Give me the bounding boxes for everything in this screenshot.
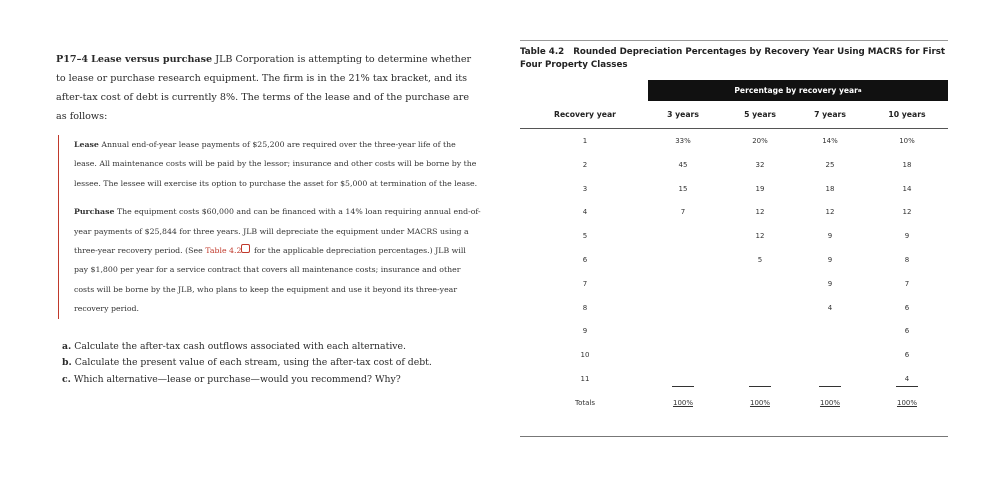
10-year-cell: 6 [904, 327, 910, 336]
recovery-year-cell: 8 [582, 303, 588, 312]
column-header-10-years: 10 years [888, 110, 926, 119]
5-year-cell: 20% [752, 137, 768, 145]
10-year-cell: 18 [902, 160, 912, 169]
lease-text: Annual end-of-year lease payments of $25,200 are required over the three-year life of the lease. All maintenance costs will be paid by the lessor; insurance and other costs will be borne by the lessee. The lessee will exercise its option to purchase the asset for $5,000 at termination of the lease. [74, 140, 478, 188]
purchase-text-2: for the applicable depreciation percentages.) JLB will pay $1,800 per year for a service contract that covers all maintenance costs; insurance and other costs will be borne by the JLB, who plans to keep the equipment and use it beyond its three-year recovery period. [74, 246, 466, 314]
10-year-cell: 9 [904, 232, 910, 241]
column-sum-rule [819, 386, 841, 387]
recovery-year-cell: 7 [582, 279, 588, 288]
recovery-year-cell: 11 [580, 375, 590, 383]
table-header-band [648, 80, 948, 101]
10-year-cell: 14 [902, 184, 912, 193]
lease-label: Lease [74, 140, 99, 149]
total-cell: 100% [672, 398, 693, 407]
recovery-year-cell: 9 [582, 327, 588, 336]
table-row [520, 280, 948, 298]
table-title: Rounded Depreciation Percentages by Recovery Year Using MACRS for First Four Property Classes [520, 47, 946, 70]
problem-panel [56, 50, 481, 388]
column-header-3-years: 3 years [667, 110, 699, 119]
recovery-year-cell: 2 [582, 160, 588, 169]
table-row [520, 185, 948, 203]
recovery-year-cell: 6 [582, 256, 588, 264]
3-year-cell: 7 [680, 208, 686, 217]
purchase-label: Purchase [74, 207, 115, 217]
table-row [520, 208, 948, 226]
table-row [520, 137, 948, 155]
7-year-cell: 14% [822, 137, 838, 145]
question-a [62, 339, 481, 356]
recovery-year-cell: 10 [580, 351, 590, 360]
10-year-cell: 8 [904, 256, 910, 264]
purchase-text-1: The equipment costs $60,000 and can be financed with a 14% loan requiring annual end-of-year payments of $25,844 for three years. JLB will depreciate the equipment under MACRS using a three-year recovery period. (See [74, 207, 481, 256]
recovery-year-cell: 5 [582, 232, 588, 241]
question-text: Calculate the after-tax cash outflows associated with each alternative. [74, 340, 406, 352]
10-year-cell: 10% [899, 137, 915, 145]
macrs-table [520, 80, 948, 440]
10-year-cell: 7 [904, 279, 910, 288]
table-bottom-rule [520, 436, 948, 437]
7-year-cell: 4 [827, 303, 833, 312]
question-list [56, 339, 481, 389]
header-rule [520, 128, 948, 129]
purchase-terms [74, 202, 481, 318]
column-header-7-years: 7 years [814, 110, 846, 119]
5-year-cell: 12 [755, 208, 765, 217]
table-row [520, 375, 948, 393]
table-row [520, 232, 948, 250]
recovery-year-cell: 1 [582, 137, 588, 145]
5-year-cell: 32 [755, 160, 765, 169]
column-sum-rule [896, 386, 918, 387]
table-row [520, 256, 948, 274]
question-c [62, 372, 481, 389]
question-text: Calculate the present value of each stream, using the after-tax cost of debt. [74, 357, 432, 369]
band-label: Percentage by recovery year [734, 86, 858, 95]
7-year-cell: 9 [827, 279, 833, 288]
7-year-cell: 9 [827, 232, 833, 241]
question-label: b. [62, 357, 72, 369]
question-label: a. [62, 340, 72, 352]
table-row [520, 304, 948, 322]
table-number: Table 4.2 [520, 47, 565, 57]
lease-terms [74, 135, 481, 193]
table-row [520, 351, 948, 369]
column-sum-rule [749, 386, 771, 387]
5-year-cell: 5 [757, 256, 763, 264]
10-year-cell: 4 [904, 375, 910, 383]
question-label: c. [62, 373, 71, 385]
10-year-cell: 6 [904, 351, 910, 360]
7-year-cell: 12 [825, 208, 835, 217]
terms-block [58, 135, 481, 319]
7-year-cell: 9 [827, 256, 833, 264]
5-year-cell: 12 [755, 232, 765, 241]
problem-id: P17–4 [56, 54, 89, 65]
total-cell: 100% [896, 398, 917, 407]
column-header-5-years: 5 years [744, 110, 776, 119]
table-panel [520, 40, 948, 440]
problem-intro [56, 50, 481, 126]
5-year-cell: 19 [755, 184, 765, 193]
question-text: Which alternative—lease or purchase—would you recommend? Why? [73, 373, 401, 385]
10-year-cell: 6 [904, 303, 910, 312]
7-year-cell: 18 [825, 184, 835, 193]
3-year-cell: 15 [678, 184, 688, 193]
table-row [520, 161, 948, 179]
problem-title: Lease versus purchase [91, 54, 213, 65]
column-sum-rule [672, 386, 694, 387]
table-link[interactable]: Table 4.2 [205, 246, 242, 256]
external-link-icon[interactable] [241, 244, 250, 253]
recovery-year-cell: 3 [582, 184, 588, 193]
3-year-cell: 45 [678, 160, 688, 169]
problem-intro-text: JLB Corporation is attempting to determine whether to lease or purchase research equipment. The firm is in the 21% tax bracket, and its after-tax cost of debt is currently 8%. The terms of the lease and of the purchase are as follows: [56, 54, 472, 122]
total-cell: 100% [749, 398, 770, 407]
total-cell: 100% [819, 398, 840, 407]
table-caption [520, 46, 948, 72]
totals-row [520, 399, 948, 417]
band-footnote-mark: a [857, 87, 862, 94]
totals-label: Totals [575, 398, 595, 407]
recovery-year-cell: 4 [582, 208, 588, 217]
column-header-recovery-year: Recovery year [554, 110, 616, 119]
table-top-rule [520, 40, 948, 41]
7-year-cell: 25 [825, 160, 835, 169]
3-year-cell: 33% [675, 137, 691, 145]
10-year-cell: 12 [902, 208, 912, 217]
question-b [62, 355, 481, 372]
table-row [520, 327, 948, 345]
